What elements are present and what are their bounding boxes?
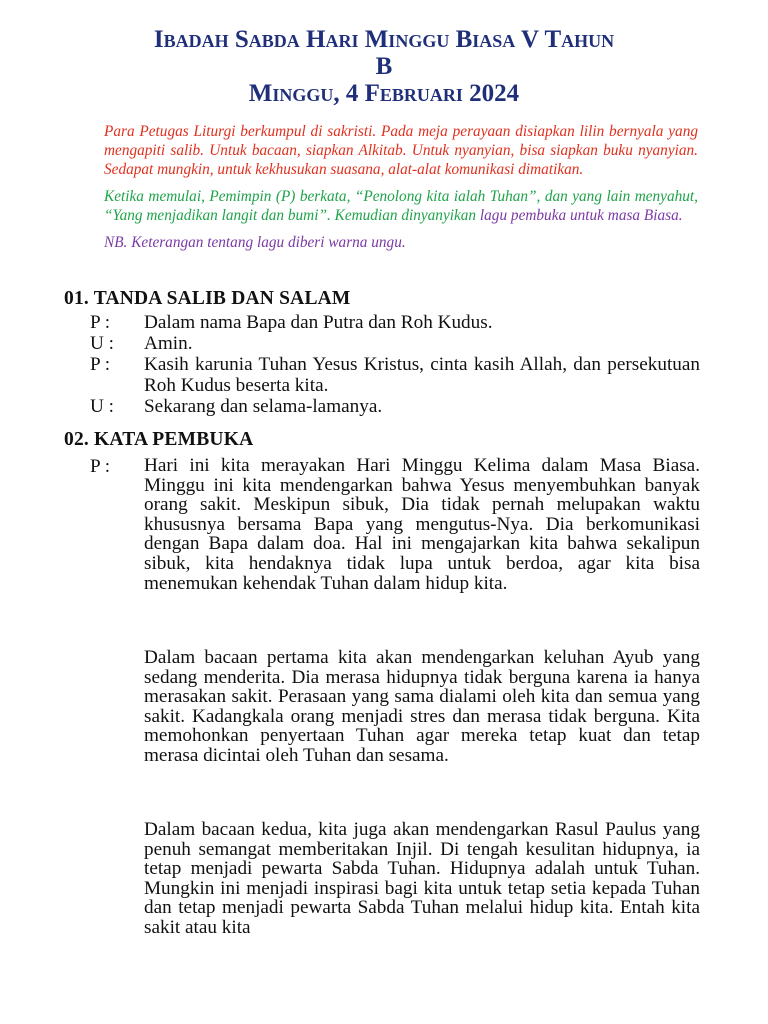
section-1-dialogue bbox=[90, 312, 700, 417]
dialogue-row bbox=[90, 354, 700, 396]
dialogue-text: Dalam nama Bapa dan Putra dan Roh Kudus. bbox=[144, 312, 493, 333]
speaker-label: P : bbox=[90, 456, 111, 477]
dialogue-row bbox=[90, 333, 700, 354]
dialogue-row bbox=[90, 312, 700, 333]
opening-paragraph-2: Dalam bacaan pertama kita akan mendengarkan keluhan Ayub yang sedang menderita. Dia merasa hidupnya tidak berguna karena ia hanya merasakan sakit. Perasaan yang sama dialami oleh kita dan semua yang sakit. Kadangkala orang menjadi stres dan merasa tidak berguna. Kita memohonkan penyertaan Tuhan agar mereka tetap kuat dan tetap merasa dicintai oleh Tuhan dan sesama. bbox=[144, 647, 700, 766]
title-line-1: Ibadah Sabda Hari Minggu Biasa V Tahun bbox=[153, 26, 615, 53]
dialogue-text: Kasih karunia Tuhan Yesus Kristus, cinta kasih Allah, dan persekutuan Roh Kudus beserta kita. bbox=[144, 354, 700, 396]
section-heading-1: 01. TANDA SALIB DAN SALAM bbox=[64, 288, 351, 309]
dialogue-text: Amin. bbox=[144, 333, 193, 354]
speaker-label: U : bbox=[90, 396, 114, 417]
section-heading-2: 02. KATA PEMBUKA bbox=[64, 429, 254, 450]
rubric-opening bbox=[104, 187, 698, 225]
title-line-3: Minggu, 4 Februari 2024 bbox=[248, 80, 520, 107]
document-title bbox=[60, 26, 708, 107]
rubric-opening-song: lagu pembuka untuk masa Biasa. bbox=[479, 207, 683, 224]
speaker-label: P : bbox=[90, 312, 111, 333]
rubric-nb: NB. Keterangan tentang lagu diberi warna ungu. bbox=[104, 234, 406, 251]
dialogue-row bbox=[90, 396, 700, 417]
speaker-label: U : bbox=[90, 333, 114, 354]
rubric-opening-green: Ketika memulai, Pemimpin (P) berkata, “Penolong kita ialah Tuhan”, dan yang lain menyahut, “Yang menjadikan langit dan bumi”. Kemudian dinyanyikan bbox=[104, 188, 698, 224]
dialogue-text: Sekarang dan selama-lamanya. bbox=[144, 396, 383, 417]
rubric-preparation: Para Petugas Liturgi berkumpul di sakristi. Pada meja perayaan disiapkan lilin bernyala yang mengapiti salib. Untuk bacaan, siapkan Alkitab. Untuk nyanyian, bisa siapkan buku nyanyian. Sedapat mungkin, untuk kekhusukan suasana, alat-alat komunikasi dimatikan. bbox=[104, 123, 698, 178]
title-line-2: B bbox=[375, 53, 393, 80]
speaker-label: P : bbox=[90, 354, 111, 375]
rubric-notes bbox=[104, 122, 698, 260]
opening-paragraph-3: Dalam bacaan kedua, kita juga akan mendengarkan Rasul Paulus yang penuh semangat memberitakan Injil. Di tengah kesulitan hidupnya, ia tetap menjadi pewarta Sabda Tuhan. Hidupnya adalah untuk Tuhan. Mungkin ini menjadi inspirasi bagi kita untuk tetap setia kepada Tuhan dan tetap menjadi pewarta Sabda Tuhan melalui hidup kita. Entah kita sakit atau kita bbox=[144, 819, 700, 938]
opening-paragraph-1: Hari ini kita merayakan Hari Minggu Kelima dalam Masa Biasa. Minggu ini kita mendengarkan bahwa Yesus menyembuhkan banyak orang sakit. Meskipun sibuk, Dia tidak pernah melupakan waktu khususnya bersama Bapa yang mengutus-Nya. Dia berkomunikasi dengan Bapa dalam doa. Hal ini mengajarkan kita bahwa sekalipun sibuk, kita hendaknya tidak lupa untuk berdoa, agar kita bisa menemukan kehendak Tuhan dalam hidup kita. bbox=[144, 455, 700, 594]
